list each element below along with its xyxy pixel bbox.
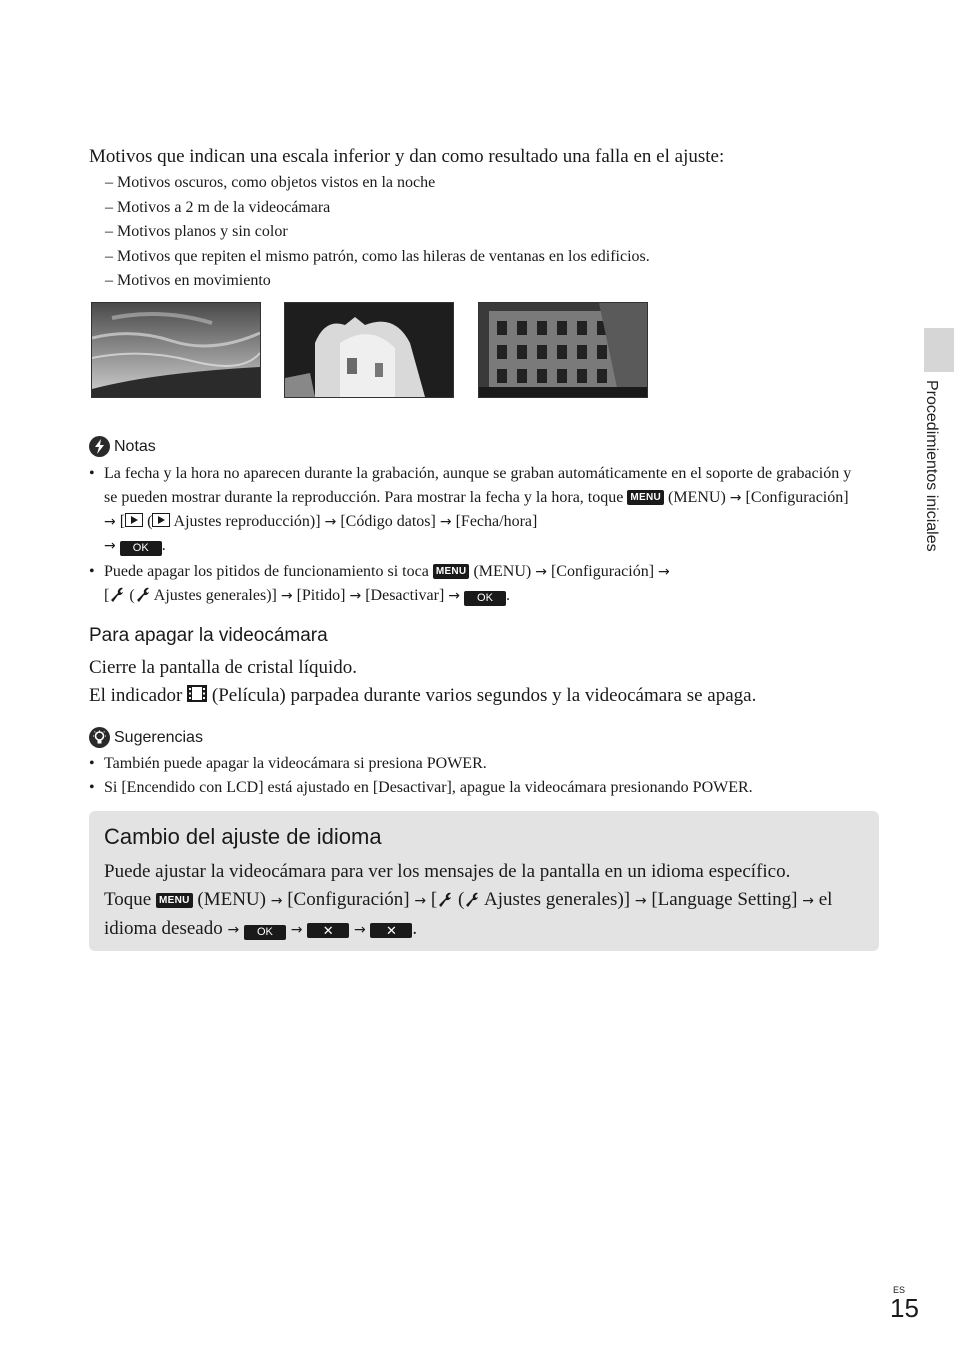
- warning-icon: [89, 436, 110, 457]
- notes-list: [89, 462, 864, 608]
- language-heading: Cambio del ajuste de idioma: [104, 824, 382, 849]
- arrow-icon: →: [414, 893, 427, 909]
- arrow-icon: →: [349, 588, 362, 604]
- list-item: – Motivos que repiten el mismo patrón, como las hileras de ventanas en los edificios.: [105, 247, 650, 265]
- menu-button-icon: MENU: [627, 490, 664, 505]
- intro-text: Motivos que indican una escala inferior y dan como resultado una falla en el ajuste:: [89, 146, 725, 167]
- lightbulb-icon: [89, 727, 110, 748]
- list-item: – Motivos oscuros, como objetos vistos en la noche: [105, 174, 436, 191]
- language-code: ES: [893, 1285, 906, 1295]
- arrow-icon: →: [270, 893, 283, 909]
- page-number: 15: [890, 1293, 919, 1323]
- notes-title: Notas: [114, 437, 156, 455]
- arrow-icon: →: [439, 514, 452, 530]
- close-button-icon: ✕: [370, 923, 412, 938]
- arrow-icon: →: [353, 922, 366, 938]
- ok-button-icon: OK: [120, 541, 162, 556]
- wrench-icon: [437, 891, 453, 907]
- wrench-icon: [109, 586, 125, 602]
- notes-heading: [89, 436, 156, 457]
- wrench-icon: [135, 586, 151, 602]
- close-button-icon: ✕: [307, 923, 349, 938]
- photo-sky: [91, 302, 261, 398]
- photo-building-windows: [478, 302, 648, 398]
- menu-button-icon: MENU: [156, 893, 193, 908]
- arrow-icon: →: [729, 490, 742, 506]
- tips-heading: [89, 727, 203, 748]
- arrow-icon: →: [535, 564, 547, 580]
- list-item: – Motivos en movimiento: [105, 272, 271, 289]
- power-off-heading: Para apagar la videocámara: [89, 625, 328, 646]
- list-item: – Motivos a 2 m de la videocámara: [105, 198, 331, 216]
- side-tab-marker: [924, 328, 954, 372]
- arrow-icon: →: [802, 893, 814, 909]
- menu-button-icon: MENU: [433, 564, 470, 579]
- arrow-icon: →: [280, 588, 293, 604]
- motives-list: [105, 171, 650, 294]
- arrow-icon: →: [658, 564, 670, 580]
- list-item: • También puede apagar la videocámara si presiona POWER.: [89, 752, 864, 776]
- power-off-line1: Cierre la pantalla de cristal líquido.: [89, 657, 358, 678]
- ok-button-icon: OK: [244, 925, 286, 940]
- list-item: – Motivos planos y sin color: [105, 223, 288, 240]
- movie-film-icon: [187, 685, 207, 702]
- arrow-icon: →: [227, 922, 240, 938]
- wrench-icon: [464, 891, 480, 907]
- power-off-line2: El indicador (Película) parpadea durante varios segundos y la videocámara se apaga.: [89, 685, 757, 706]
- tips-title: Sugerencias: [114, 728, 203, 746]
- playback-icon: [125, 513, 143, 527]
- arrow-icon: →: [290, 922, 303, 938]
- tips-list: [89, 752, 864, 800]
- photo-building-white: [284, 302, 454, 398]
- arrow-icon: →: [104, 514, 116, 530]
- playback-icon: [152, 513, 170, 527]
- list-item: • La fecha y la hora no aparecen durante la grabación, aunque se graban automáticamente en el soporte de grabación y se pueden mostrar durante la reproducción. Para mostrar la fecha y la hora, toque MENU (MENU) → [Configuración] → [ ( Ajustes reproducción)] → [Código datos] → [Fecha/hora] → OK .: [89, 462, 864, 558]
- arrow-icon: →: [324, 514, 337, 530]
- section-side-label: Procedimientos iniciales: [923, 380, 940, 552]
- list-item: • Puede apagar los pitidos de funcionamiento si toca MENU (MENU) → [Configuración] → [ ( Ajustes generales)] → [Pitido] → [Desactivar] → OK .: [89, 560, 864, 608]
- ok-button-icon: OK: [464, 591, 506, 606]
- list-item: • Si [Encendido con LCD] está ajustado en [Desactivar], apague la videocámara presionando POWER.: [89, 776, 864, 800]
- arrow-icon: →: [634, 893, 647, 909]
- language-instructions: Puede ajustar la videocámara para ver los mensajes de la pantalla en un idioma específico. Toque MENU (MENU) → [Configuración] → [ ( Ajustes generales)] → [Language Setting] → el idioma deseado → OK → ✕ → ✕ .: [104, 861, 833, 939]
- arrow-icon: →: [104, 538, 116, 554]
- arrow-icon: →: [448, 588, 460, 604]
